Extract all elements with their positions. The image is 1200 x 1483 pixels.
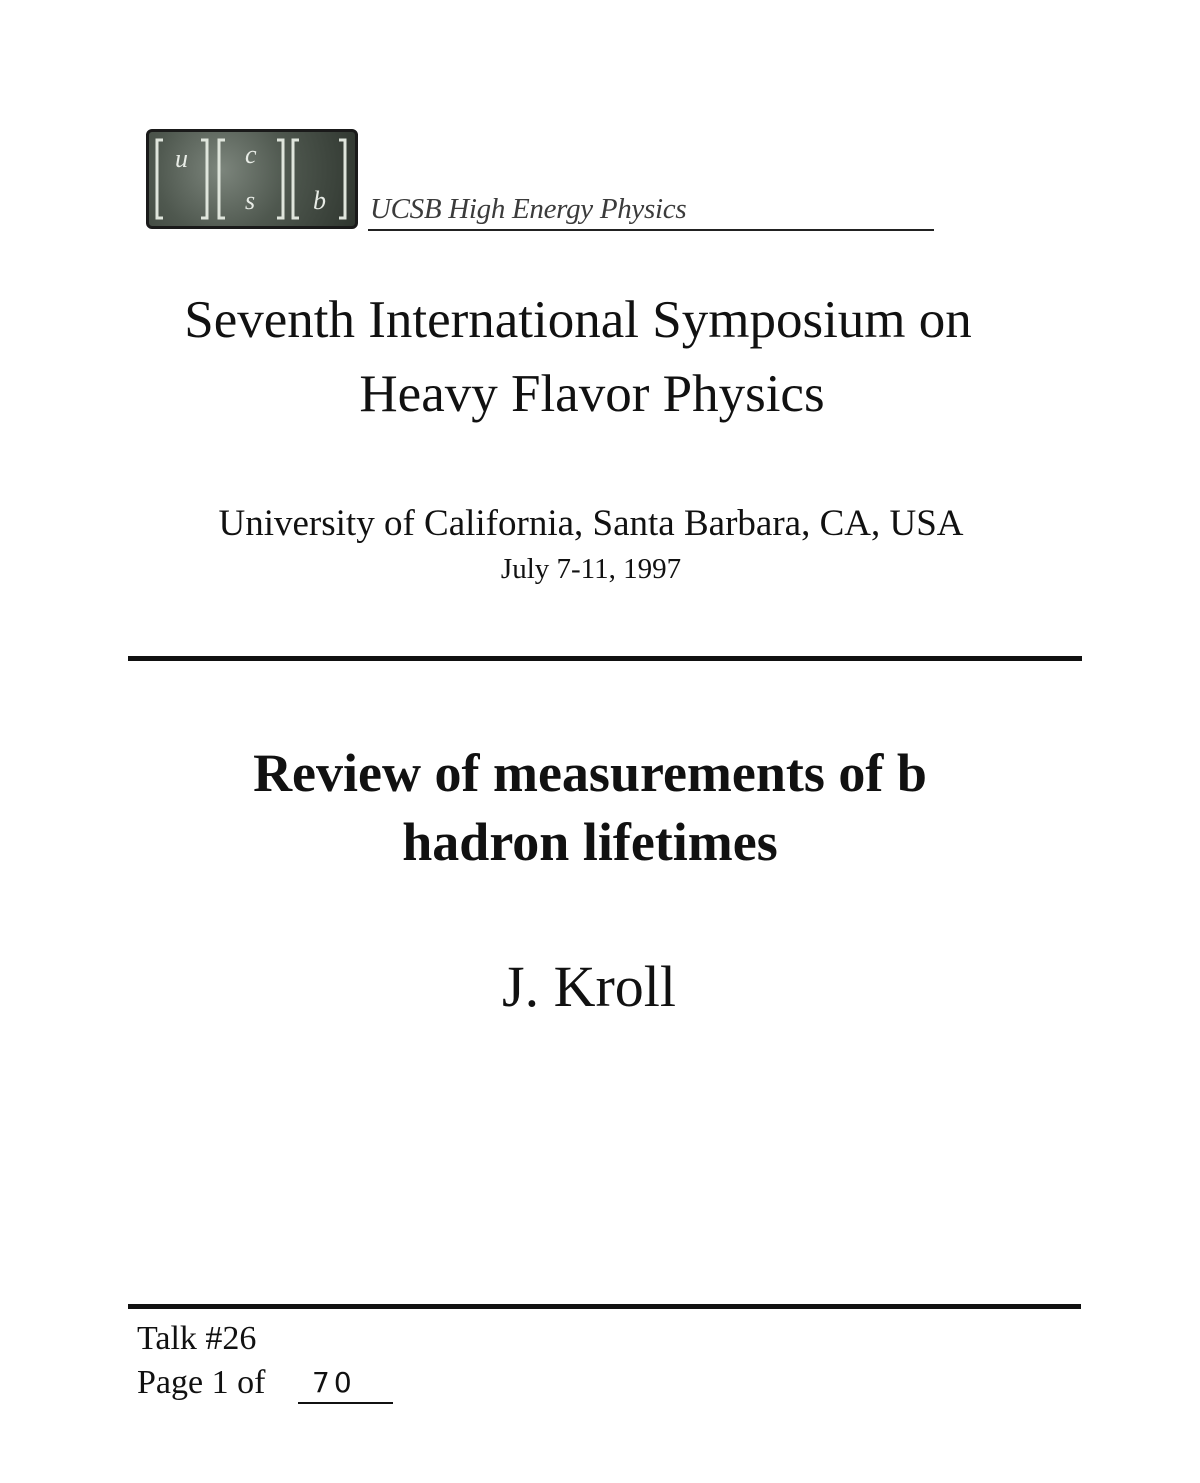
talk-number: Talk #26 xyxy=(137,1320,257,1357)
logo-letter-u: u xyxy=(175,144,188,173)
logo-letter-c: c xyxy=(245,140,257,169)
conference-dates: July 7-11, 1997 xyxy=(500,553,682,585)
ucsb-logo xyxy=(146,129,358,229)
institute-name: UCSB High Energy Physics xyxy=(370,193,687,225)
logo-letter-s: s xyxy=(245,186,256,215)
divider-bottom xyxy=(128,1304,1081,1309)
page-total-handwritten: 70 xyxy=(312,1366,356,1399)
logo-letter-b: b xyxy=(313,186,326,215)
talk-author: J. Kroll xyxy=(502,954,676,1019)
page-total-field xyxy=(298,1366,393,1404)
conference-title-line1: Seventh International Symposium on xyxy=(184,291,972,349)
conference-venue: University of California, Santa Barbara, CA, USA xyxy=(218,503,964,544)
talk-title-line1: Review of measurements of b xyxy=(253,743,927,803)
divider-top xyxy=(128,656,1082,661)
page-label: Page 1 of xyxy=(137,1364,266,1401)
conference-title-line2: Heavy Flavor Physics xyxy=(359,365,825,423)
institute-underline xyxy=(368,229,934,231)
talk-title-line2: hadron lifetimes xyxy=(402,812,778,872)
